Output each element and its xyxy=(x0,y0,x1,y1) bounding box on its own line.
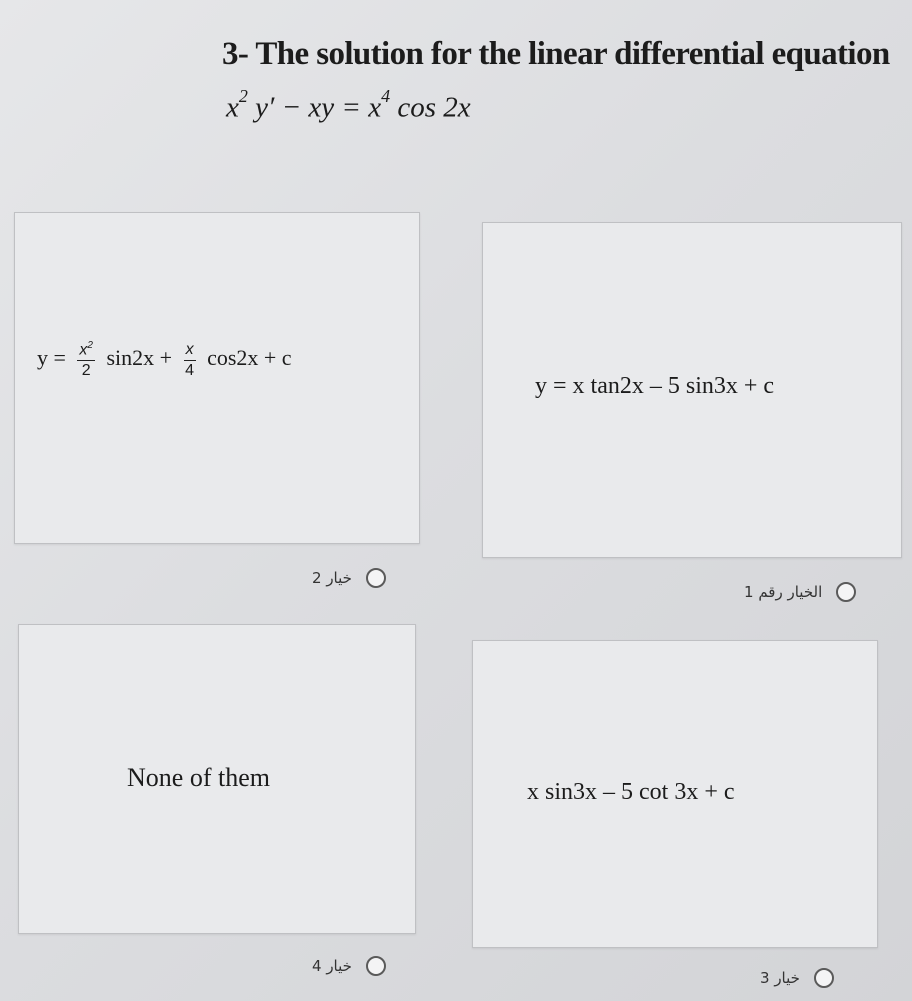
question-title: 3- The solution for the linear differential equation xyxy=(222,36,890,72)
frac1-den: 2 xyxy=(81,362,91,380)
frac2-num: x xyxy=(184,342,196,361)
option-1-row[interactable] xyxy=(744,582,856,602)
option-4-label: خيار 4 xyxy=(312,957,352,975)
eq-part-3: cos 2x xyxy=(390,91,471,124)
fraction-x2-over-2 xyxy=(77,341,95,379)
answer-text-option-3: x sin3x – 5 cot 3x + c xyxy=(527,779,735,805)
option-3-label: خيار 3 xyxy=(760,969,800,987)
option-3-row[interactable] xyxy=(760,968,834,988)
option-1-label: الخيار رقم 1 xyxy=(744,583,823,601)
answer-card-option-3[interactable] xyxy=(472,640,878,948)
answer-text-option-1: y = x tan2x – 5 sin3x + c xyxy=(535,373,775,399)
option-2-radio[interactable] xyxy=(366,568,386,588)
answer-suffix: cos2x + c xyxy=(207,345,292,371)
frac1-num: x xyxy=(79,341,88,359)
answer-card-option-1[interactable] xyxy=(482,222,902,558)
option-1-radio[interactable] xyxy=(836,582,856,602)
option-4-radio[interactable] xyxy=(366,956,386,976)
frac1-num-exp: 2 xyxy=(87,340,93,351)
option-2-row[interactable] xyxy=(312,568,386,588)
answer-card-option-4[interactable] xyxy=(18,624,416,934)
option-2-label: خيار 2 xyxy=(312,569,352,587)
eq-part-1: x xyxy=(226,91,239,124)
eq-part-2: y′ − xy = x xyxy=(247,91,382,124)
question-equation xyxy=(226,86,471,125)
answer-text-option-2 xyxy=(37,341,292,379)
answer-mid: sin2x + xyxy=(106,345,173,371)
eq-exp-2: 4 xyxy=(381,86,391,106)
answer-text-option-4: None of them xyxy=(127,763,270,792)
frac2-den: 4 xyxy=(185,361,195,379)
fraction-x-over-4 xyxy=(184,342,196,379)
answer-card-option-2[interactable] xyxy=(14,212,420,544)
answer-prefix: y = xyxy=(37,345,66,371)
eq-exp-1: 2 xyxy=(238,86,248,106)
option-3-radio[interactable] xyxy=(814,968,834,988)
option-4-row[interactable] xyxy=(312,956,386,976)
